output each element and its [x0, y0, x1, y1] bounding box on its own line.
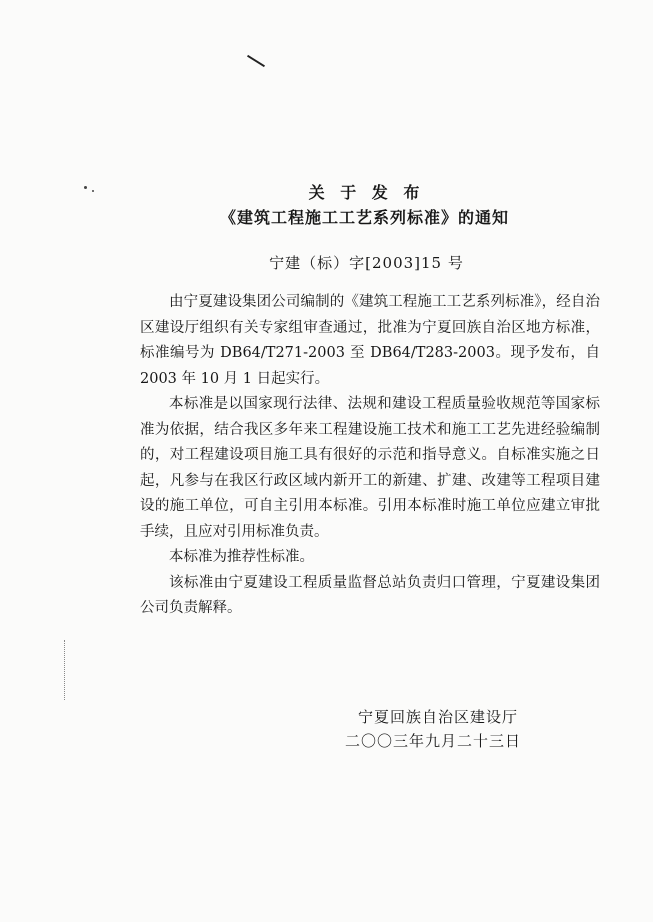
notice-body: [140, 290, 600, 622]
notice-title-line1: 关 于 发 布: [308, 183, 425, 202]
scan-edge-mark: [64, 640, 71, 700]
paragraph: 本标准是以国家现行法律、法规和建设工程质量验收规范等国家标准为依据，结合我区多年来工程建设施工技术和施工工艺先进经验编制的，对工程建设项目施工具有很好的示范和指导意义。自标准实施之日起，凡参与在我区行政区域内新开工的新建、扩建、改建等工程项目建设的施工单位，可自主引用本标准。引用本标准时施工单位应建立审批手续，且应对引用标准负责。: [140, 396, 600, 540]
paragraph: 该标准由宁夏建设工程质量监督总站负责归口管理，宁夏建设集团公司负责解释。: [140, 574, 600, 616]
paragraph: 由宁夏建设集团公司编制的《建筑工程施工工艺系列标准》，经自治区建设厅组织有关专家组审查通过，批准为宁夏回族自治区地方标准，标准编号为 DB64/T271-2003 至 DB64/T283-2003。现予发布，自 2003 年 10 月 1 日起实行。: [140, 294, 600, 387]
notice-title-line2: 《建筑工程施工工艺系列标准》的通知: [219, 208, 509, 227]
signature-organization: 宁夏回族自治区建设厅: [358, 708, 519, 726]
document-number: 宁建（标）字[2003]15 号: [269, 254, 464, 272]
scan-mark: [247, 55, 265, 67]
paragraph: 本标准为推荐性标准。: [169, 549, 314, 565]
signature-date: 二〇〇三年九月二十三日: [345, 732, 522, 750]
